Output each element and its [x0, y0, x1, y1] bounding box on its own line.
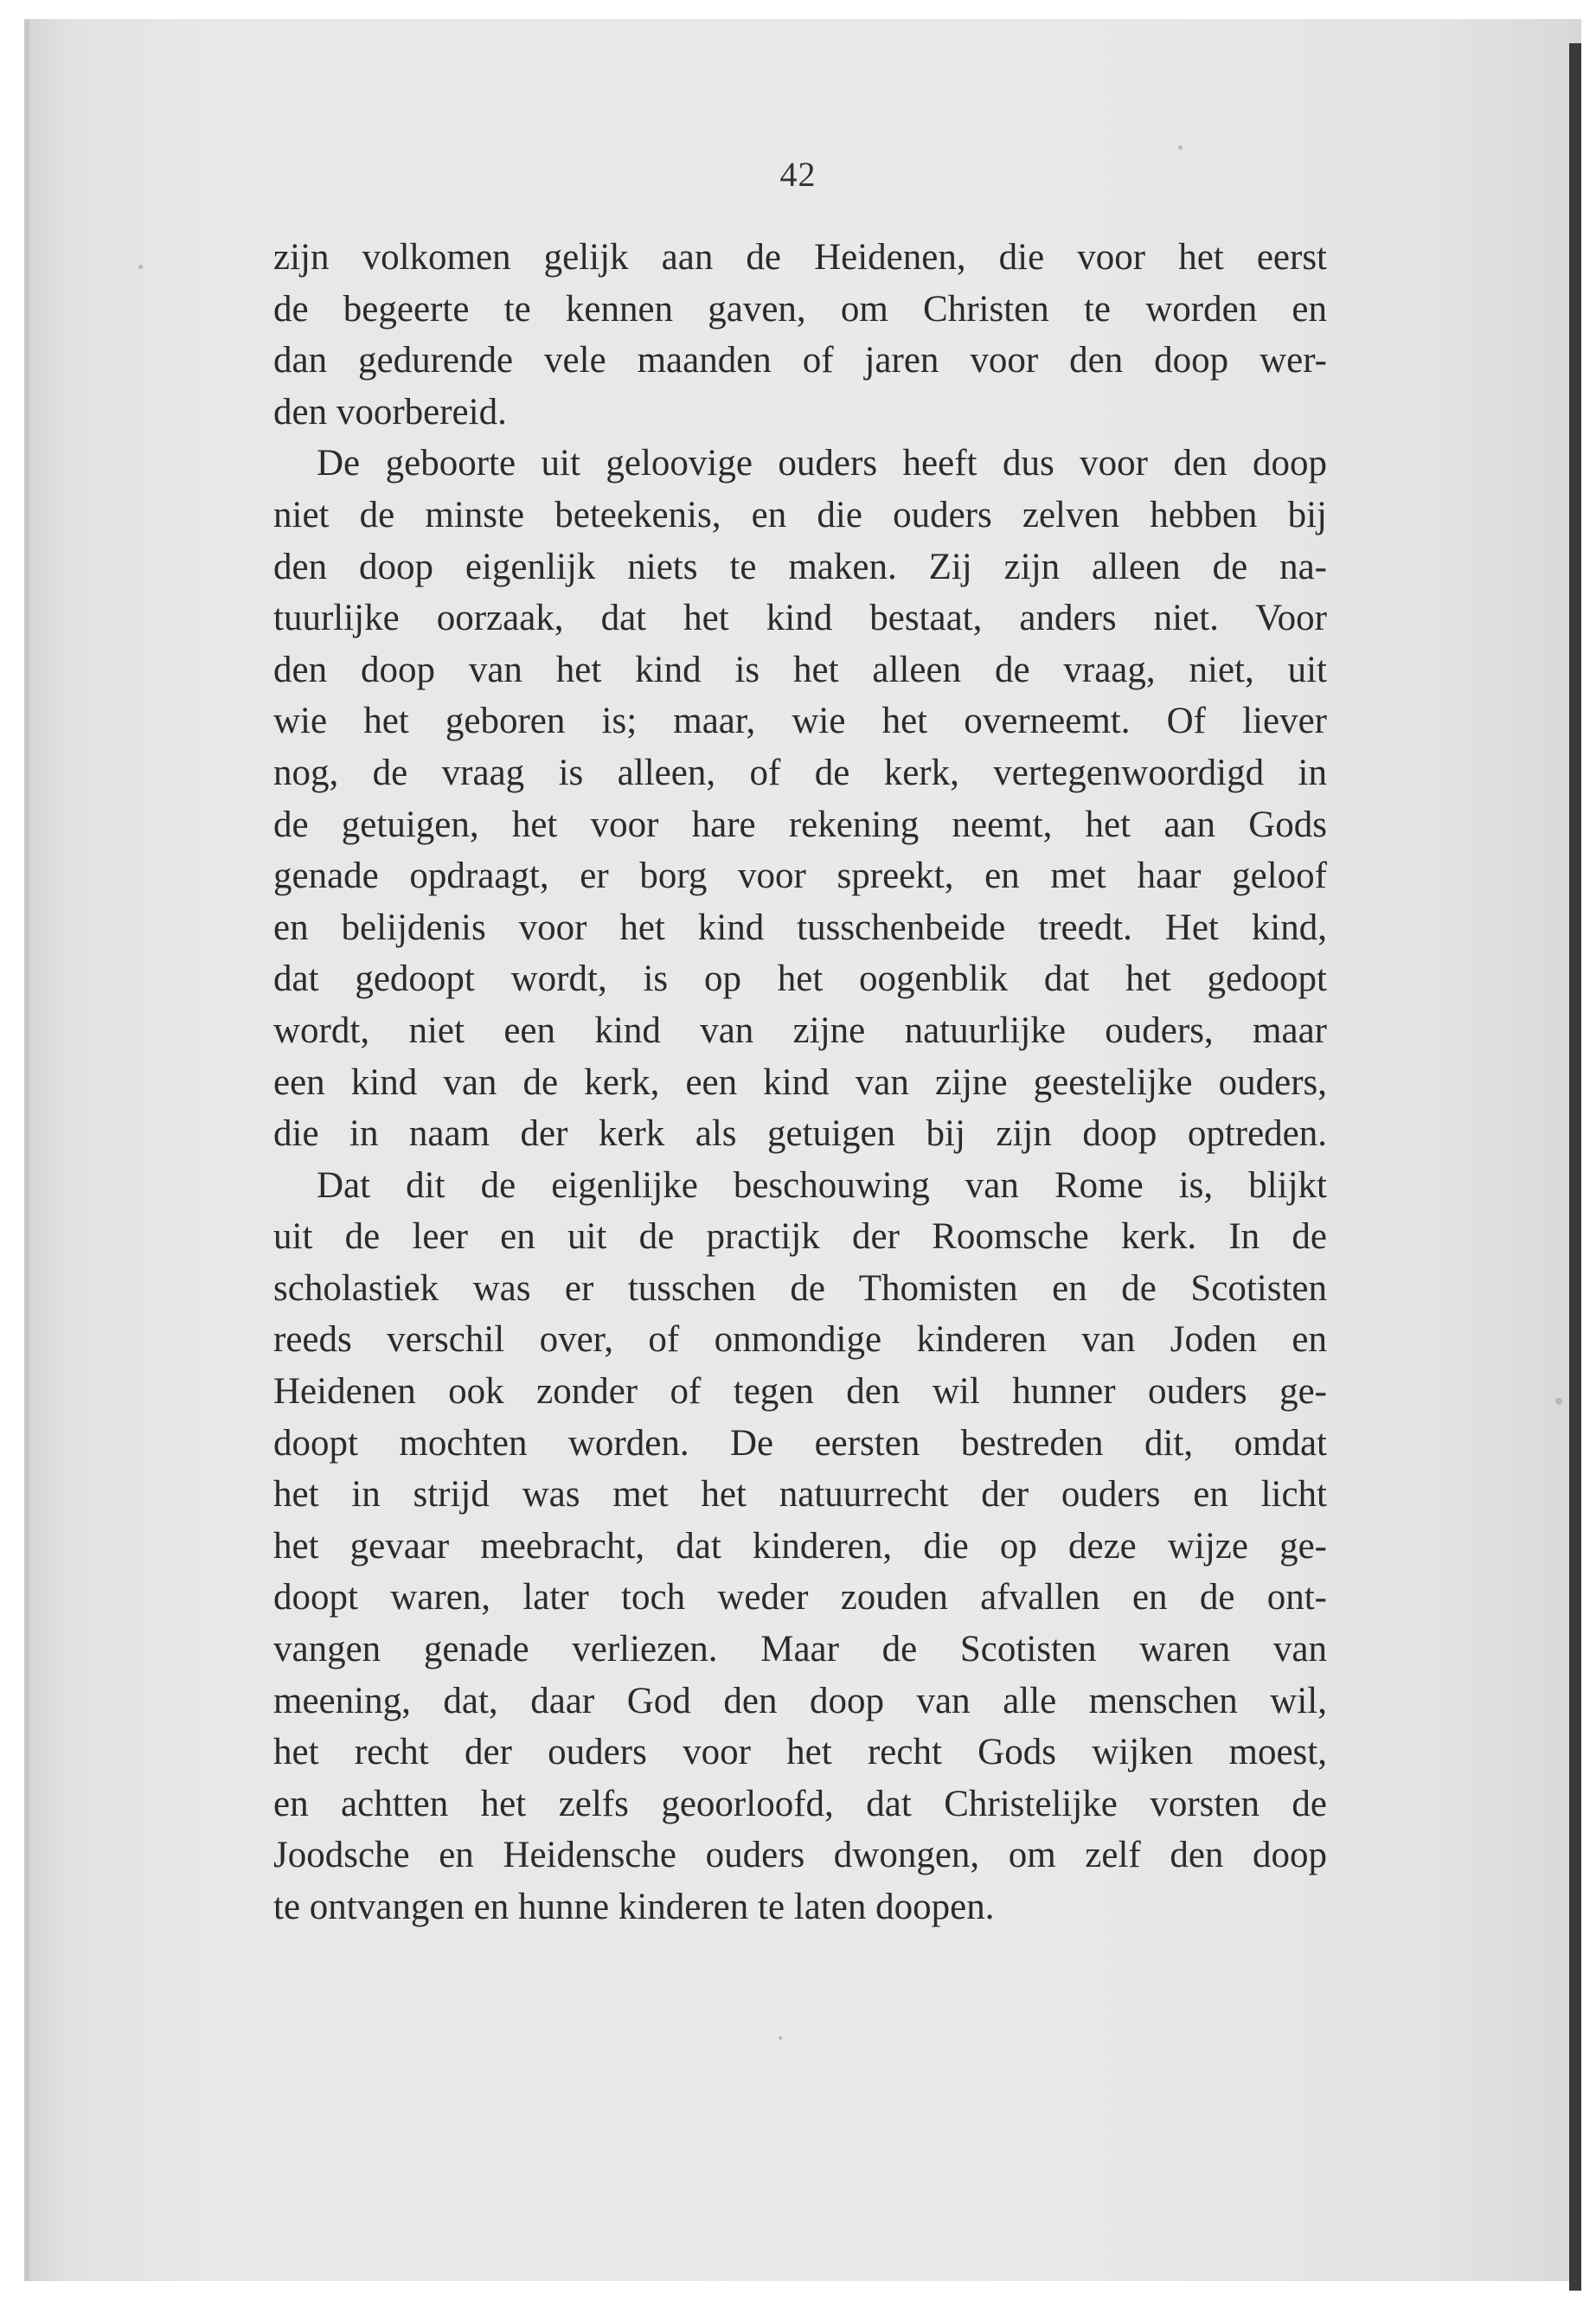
text-line: de getuigen, het voor hare rekening neemt, het aan Gods [273, 804, 1327, 845]
paper-speck [1555, 1398, 1562, 1405]
text-line: meening, dat, daar God den doop van alle menschen wil, [273, 1680, 1327, 1721]
text-line: wordt, niet een kind van zijne natuurlijke ouders, maar [273, 1009, 1327, 1051]
text-line: het gevaar meebracht, dat kinderen, die op deze wijze ge- [273, 1525, 1327, 1567]
text-line: de begeerte te kennen gaven, om Christen te worden en [273, 288, 1327, 330]
paper-right-edge [1569, 43, 1581, 2291]
paper-left-edge [24, 19, 29, 2281]
text-line: Heidenen ook zonder of tegen den wil hunner ouders ge- [273, 1371, 1327, 1413]
text-line: zijn volkomen gelijk aan de Heidenen, die voor het eerst [273, 237, 1327, 278]
text-line: dat gedoopt wordt, is op het oogenblik dat het gedoopt [273, 958, 1327, 1000]
text-line: tuurlijke oorzaak, dat het kind bestaat, anders niet. Voor [273, 598, 1327, 639]
body-text [273, 232, 1327, 1933]
text-line: vangen genade verliezen. Maar de Scotisten waren van [273, 1629, 1327, 1670]
text-line: en achtten het zelfs geoorloofd, dat Christelijke vorsten de [273, 1783, 1327, 1824]
text-line: het in strijd was met het natuurrecht der ouders en licht [273, 1474, 1327, 1516]
paper-speck [138, 265, 143, 269]
text-line: te ontvangen en hunne kinderen te laten doopen. [273, 1887, 995, 1927]
text-line: een kind van de kerk, een kind van zijne geestelijke ouders, [273, 1061, 1327, 1103]
paper-speck [779, 2036, 782, 2040]
text-line: den doop van het kind is het alleen de vraag, niet, uit [273, 649, 1327, 690]
text-line: De geboorte uit geloovige ouders heeft dus voor den doop [317, 443, 1327, 484]
text-line: Dat dit de eigenlijke beschouwing van Rome is, blijkt [317, 1164, 1327, 1206]
text-line: den voorbereid. [273, 391, 507, 433]
text-line: wie het geboren is; maar, wie het overneemt. Of liever [273, 701, 1327, 742]
text-line: en belijdenis voor het kind tusschenbeide treedt. Het kind, [273, 907, 1327, 948]
text-line: den doop eigenlijk niets te maken. Zij zijn alleen de na- [273, 546, 1327, 587]
text-line: scholastiek was er tusschen de Thomisten en de Scotisten [273, 1267, 1327, 1309]
text-line: genade opdraagt, er borg voor spreekt, en met haar geloof [273, 856, 1327, 897]
text-line: dan gedurende vele maanden of jaren voor den doop wer- [273, 340, 1327, 381]
text-line: uit de leer en uit de practijk der Roomsche kerk. In de [273, 1216, 1327, 1258]
text-line: het recht der ouders voor het recht Gods wijken moest, [273, 1732, 1327, 1773]
text-line: nog, de vraag is alleen, of de kerk, vertegenwoordigd in [273, 752, 1327, 793]
text-line: doopt waren, later toch weder zouden afvallen en de ont- [273, 1577, 1327, 1618]
text-line: niet de minste beteekenis, en die ouders zelven hebben bij [273, 494, 1327, 535]
paper-speck [1178, 145, 1183, 150]
text-line: die in naam der kerk als getuigen bij zijn doop optreden. [273, 1113, 1327, 1155]
text-line: doopt mochten worden. De eersten bestreden dit, omdat [273, 1422, 1327, 1464]
page-number: 42 [779, 155, 817, 194]
text-line: reeds verschil over, of onmondige kinderen van Joden en [273, 1319, 1327, 1361]
text-line: Joodsche en Heidensche ouders dwongen, om zelf den doop [273, 1835, 1327, 1876]
